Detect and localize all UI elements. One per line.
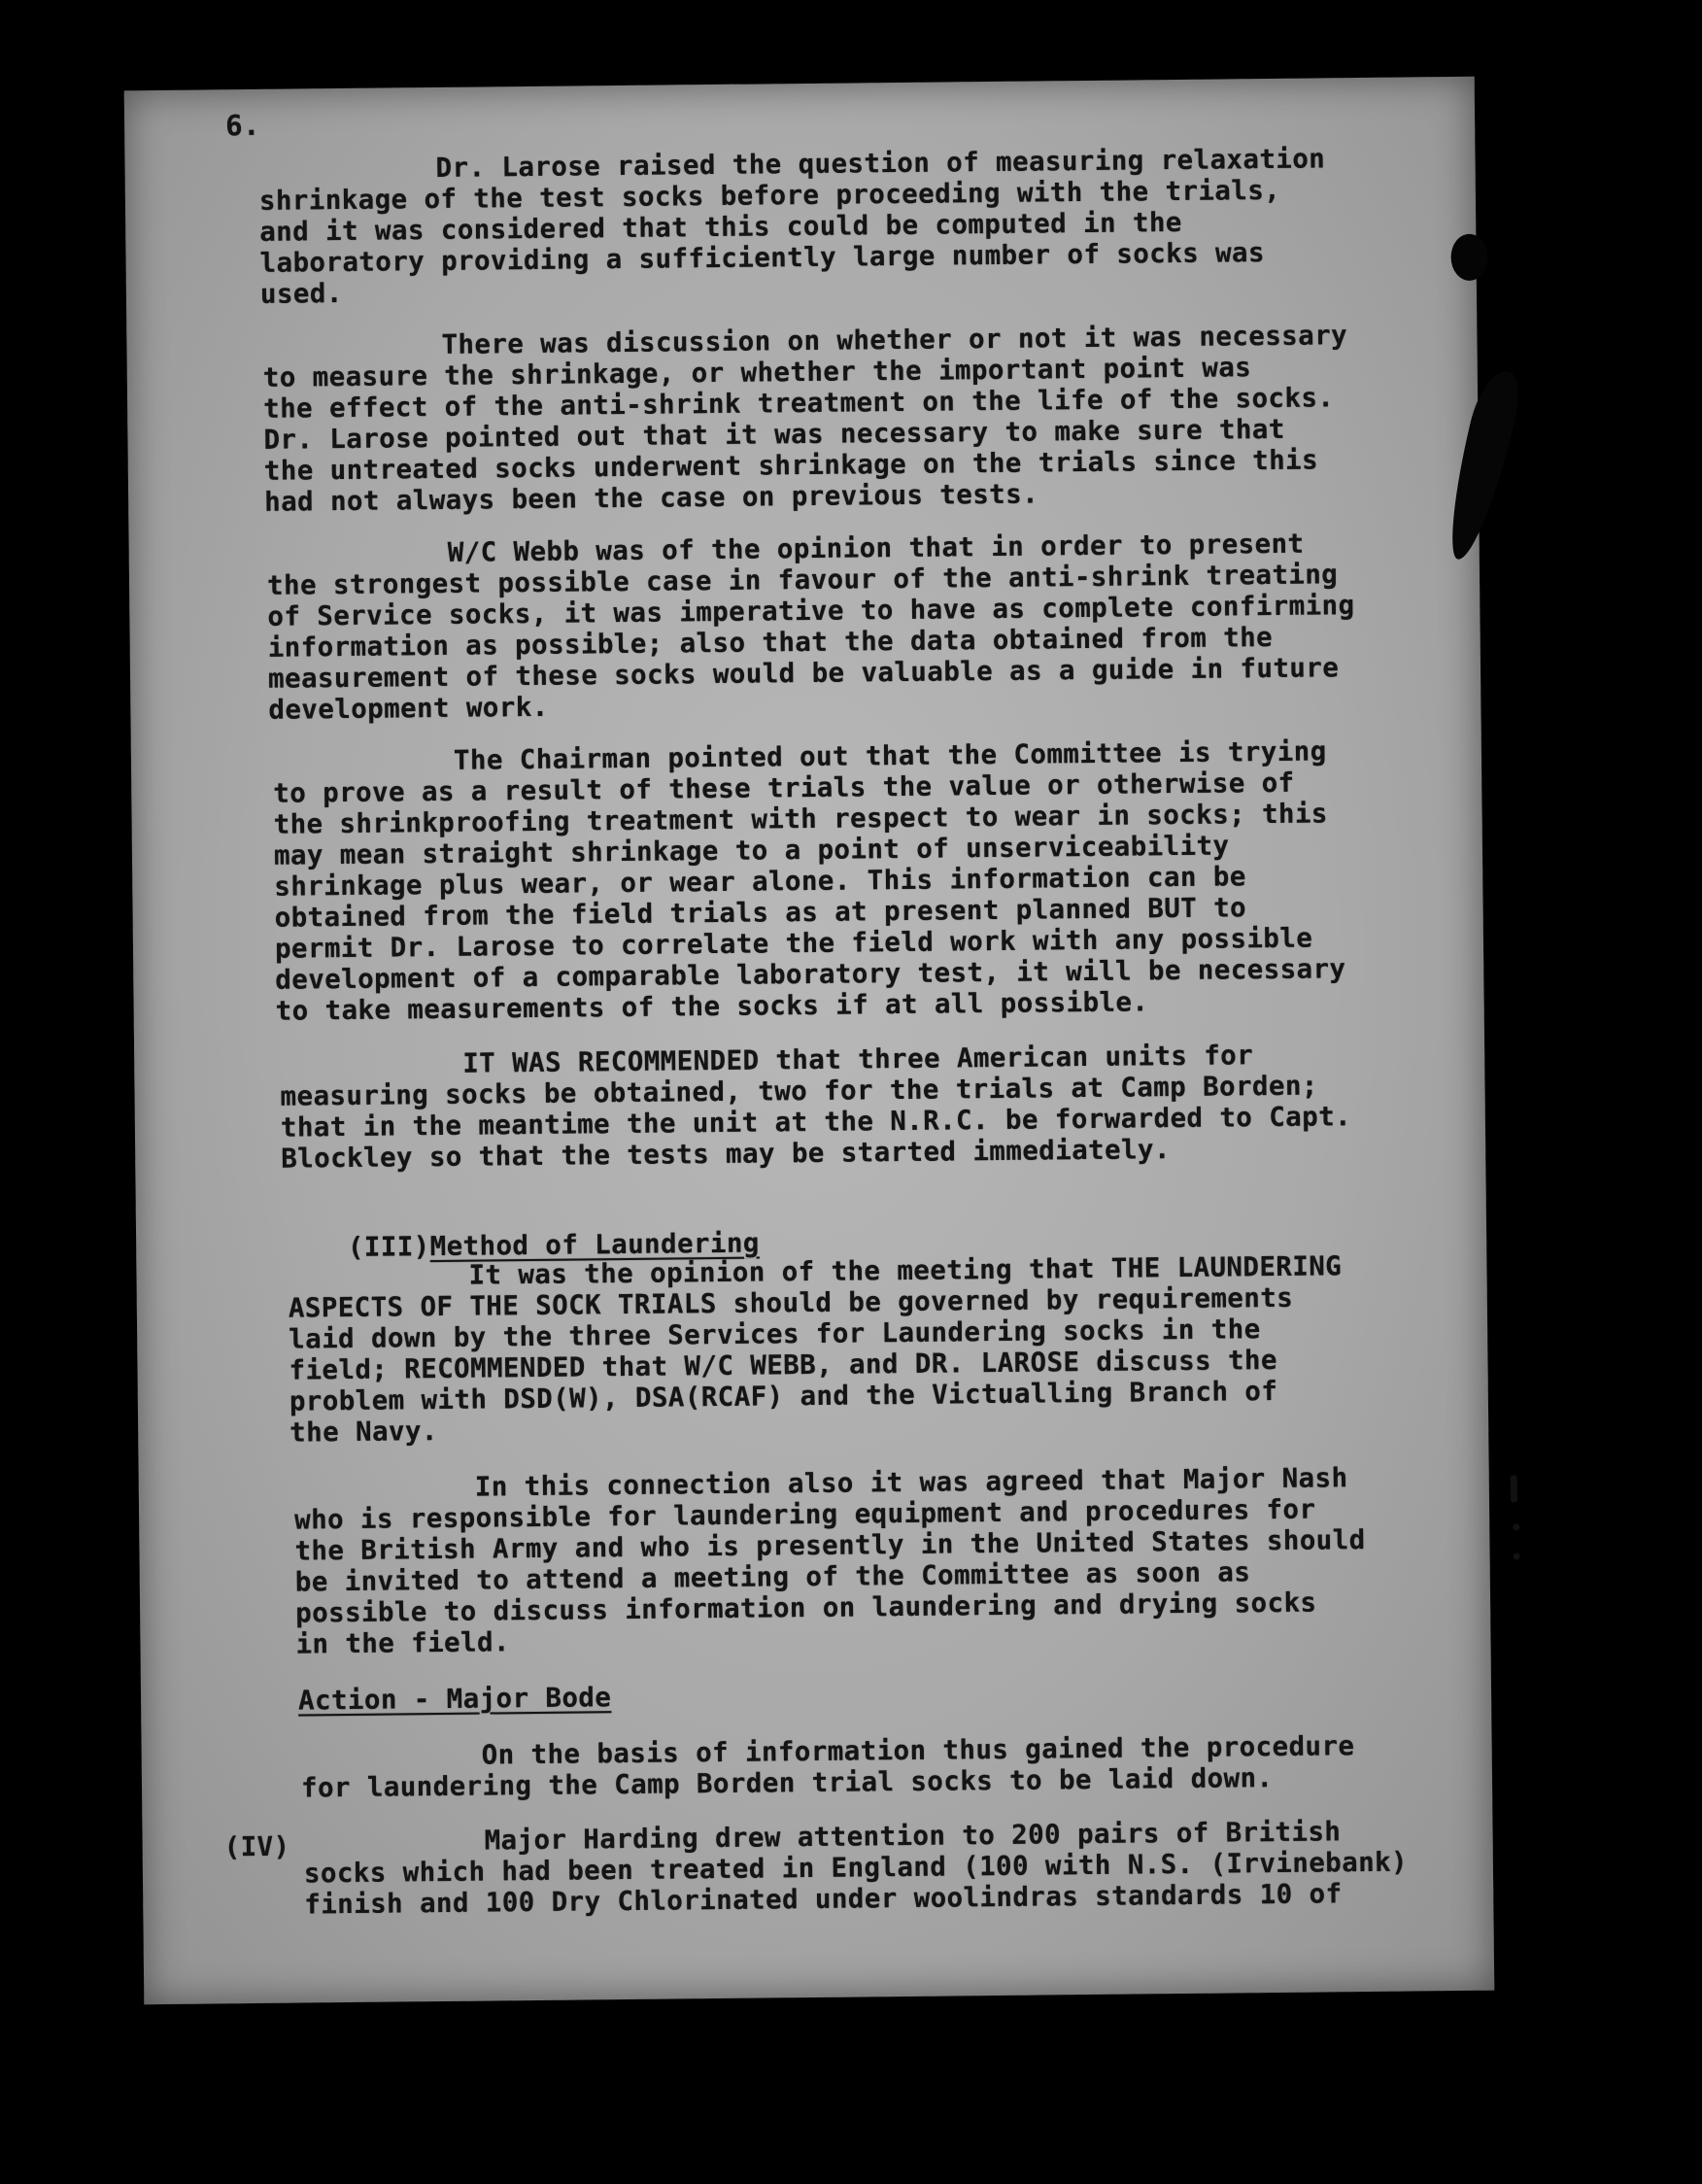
text-line: socks which had been treated in England (100 with N.S. (Irvinebank) xyxy=(303,1846,1409,1890)
text-line: finish and 100 Dry Chlorinated under woolindras standards 10 of xyxy=(304,1878,1343,1921)
text-line: In this connection also it was agreed that Major Nash xyxy=(474,1462,1348,1503)
text-line: W/C Webb was of the opinion that in order to present xyxy=(447,528,1305,568)
text-line: in the field. xyxy=(295,1626,511,1660)
text-line: laid down by the three Services for Laundering socks in the xyxy=(289,1314,1261,1355)
section-title: Method of Laundering xyxy=(429,1227,760,1262)
margin-dot-mark xyxy=(1514,1553,1520,1559)
text-line: the shrinkproofing treatment with respect to wear in socks; this xyxy=(273,798,1328,840)
document-page xyxy=(124,77,1495,2004)
text-line: It was the opinion of the meeting that THE LAUNDERING xyxy=(468,1250,1343,1291)
text-line: The Chairman pointed out that the Committee is trying xyxy=(453,735,1327,776)
text-line: Major Harding drew attention to 200 pairs of British xyxy=(484,1816,1342,1857)
text-line: the effect of the anti-shrink treatment on the life of the socks. xyxy=(262,382,1335,425)
text-line: be invited to attend a meeting of the Committee as soon as xyxy=(294,1556,1251,1598)
text-line: obtained from the field trials as at present planned BUT to xyxy=(274,892,1247,934)
text-line: laboratory providing a sufficiently large number of socks was xyxy=(259,237,1266,279)
text-line: possible to discuss information on laundering and drying socks xyxy=(294,1587,1317,1629)
text-line: the British Army and who is presently in the United States should xyxy=(294,1524,1366,1567)
text-line: field; RECOMMENDED that W/C WEBB, and DR. LAROSE discuss the xyxy=(289,1344,1278,1386)
action-heading: Action - Major Bode xyxy=(297,1682,612,1717)
text-line: There was discussion on whether or not it was necessary xyxy=(441,320,1348,360)
text-line: who is responsible for laundering equipment and procedures for xyxy=(293,1493,1316,1536)
text-line: IT WAS RECOMMENDED that three American units for xyxy=(462,1040,1254,1079)
text-line: On the basis of information thus gained the procedure xyxy=(481,1730,1355,1771)
text-line: had not always been the case on previous tests. xyxy=(263,478,1039,518)
text-line: measuring socks be obtained, two for the trials at Camp Borden; xyxy=(280,1070,1318,1112)
text-line: ASPECTS OF THE SOCK TRIALS should be governed by requirements xyxy=(288,1281,1294,1324)
text-line: may mean straight shrinkage to a point of unserviceability xyxy=(273,830,1230,871)
text-line: that in the meantime the unit at the N.R.C. be forwarded to Capt. xyxy=(280,1101,1352,1143)
text-line: information as possible; also that the data obtained from the xyxy=(267,621,1274,664)
text-line: the untreated socks underwent shrinkage on the trials since this xyxy=(263,444,1319,487)
text-line: problem with DSD(W), DSA(RCAF) and the Victualling Branch of xyxy=(289,1375,1278,1417)
text-line: the Navy. xyxy=(289,1416,438,1449)
text-line: for laundering the Camp Borden trial socks to be laid down. xyxy=(300,1762,1274,1804)
text-line: measurement of these socks would be valuable as a guide in future xyxy=(267,652,1340,695)
text-line: shrinkage plus wear, or wear alone. This information can be xyxy=(274,861,1246,903)
margin-tick-mark xyxy=(1511,1475,1517,1502)
text-line: the strongest possible case in favour of the anti-shrink treating xyxy=(266,559,1339,601)
text-line: Dr. Larose pointed out that it was necessary to make sure that xyxy=(263,413,1285,456)
text-line: to measure the shrinkage, or whether the important point was xyxy=(262,352,1252,393)
text-line: shrinkage of the test socks before proceeding with the trials, xyxy=(258,174,1281,217)
section-number: (III) xyxy=(347,1230,430,1263)
page-number: 6. xyxy=(224,108,261,143)
text-line: and it was considered that this could be computed in the xyxy=(259,206,1182,248)
text-line: of Service socks, it was imperative to have as complete confirming xyxy=(267,590,1355,632)
text-line: development work. xyxy=(268,691,549,726)
section-number: (IV) xyxy=(223,1830,290,1863)
document-text xyxy=(124,77,1495,2004)
text-line: Dr. Larose raised the question of measuring relaxation xyxy=(435,143,1326,184)
margin-dot-mark xyxy=(1513,1523,1519,1530)
text-line: permit Dr. Larose to correlate the field work with any possible xyxy=(274,922,1313,965)
text-line: Blockley so that the tests may be started immediately. xyxy=(281,1134,1172,1175)
text-line: development of a comparable laboratory test, it will be necessary xyxy=(275,953,1346,996)
text-line: used. xyxy=(259,277,343,310)
text-line: to take measurements of the socks if at all possible. xyxy=(275,986,1149,1027)
text-line: to prove as a result of these trials the value or otherwise of xyxy=(273,767,1295,809)
